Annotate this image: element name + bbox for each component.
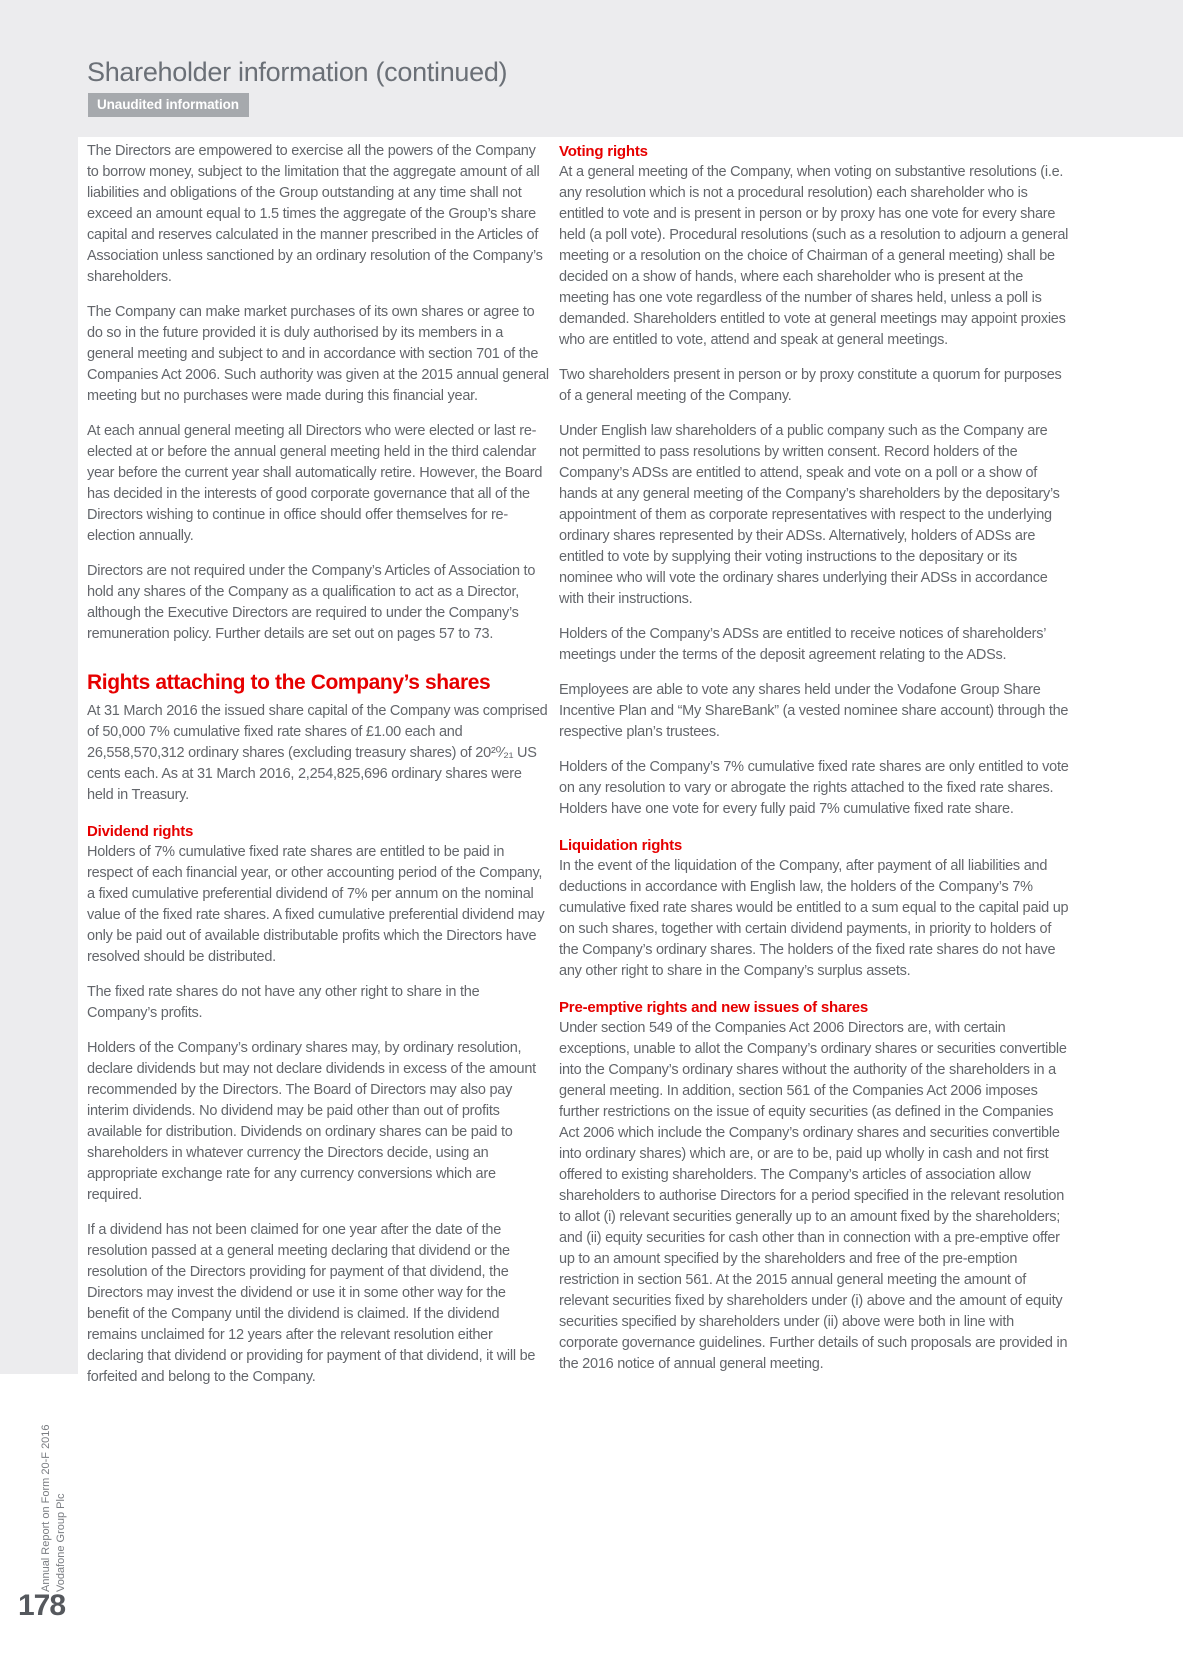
left-gray-band [0, 137, 78, 1374]
paragraph: Holders of the Company’s ordinary shares may, by ordinary resolution, declare dividends but may not declare dividends in excess of the amount recommended by the Directors. The Board of Directors may also pay interim dividends. No dividend may be paid other than out of profits available for distribution. Dividends on ordinary shares can be paid to shareholders in whatever currency the Directors decide, using an appropriate exchange rate for any currency conversions which are required. [87, 1040, 536, 1203]
paragraph: Employees are able to vote any shares held under the Vodafone Group Share Incentive Plan and “My ShareBank” (a vested nominee share account) through the respective plan’s trustees. [559, 682, 1069, 740]
page-title: Shareholder information (continued) [87, 57, 508, 87]
paragraph: At 31 March 2016 the issued share capital of the Company was comprised of 50,000 7% cumulative fixed rate shares of £1.00 each and 26,558,570,312 ordinary shares (excluding treasury shares) of 20²⁰⁄₂₁ US cents each. As at 31 March 2016, 2,254,825,696 ordinary shares were held in Treasury. [87, 703, 548, 803]
paragraph: The Directors are empowered to exercise all the powers of the Company to borrow money, subject to the limitation that the aggregate amount of all liabilities and obligations of the Group outstanding at any time shall not exceed an amount equal to 1.5 times the aggregate of the Group’s share capital and reserves calculated in the manner prescribed in the Articles of Association unless sanctioned by an ordinary resolution of the Company’s shareholders. [87, 143, 543, 285]
left-column [87, 141, 550, 1402]
paragraph: Holders of the Company’s 7% cumulative fixed rate shares are only entitled to vote on any resolution to vary or abrogate the rights attached to the fixed rate shares. Holders have one vote for every fully paid 7% cumulative fixed rate share. [559, 759, 1069, 817]
subsection-heading: Liquidation rights [559, 837, 683, 854]
spine-report-title: Annual Report on Form 20-F 2016 [40, 1424, 52, 1592]
paragraph: Directors are not required under the Company’s Articles of Association to hold any shares of the Company as a qualification to act as a Director, although the Executive Directors are required to under the Company’s remuneration policy. Further details are set out on pages 57 to 73. [87, 563, 536, 642]
paragraph: Holders of 7% cumulative fixed rate shares are entitled to be paid in respect of each financial year, or other accounting period of the Company, a fixed cumulative preferential dividend of 7% per annum on the nominal value of the fixed rate shares. A fixed cumulative preferential dividend may only be paid out of available distributable profits which the Directors have resolved should be distributed. [87, 844, 545, 965]
paragraph: The Company can make market purchases of its own shares or agree to do so in the future provided it is duly authorised by its members in a general meeting and subject to and in accordance with section 701 of the Companies Act 2006. Such authority was given at the 2015 annual general meeting but no purchases were made during this financial year. [87, 304, 549, 404]
paragraph: If a dividend has not been claimed for one year after the date of the resolution passed at a general meeting declaring that dividend or the resolution of the Directors providing for payment of that dividend, the Directors may invest the dividend or use it in some other way for the benefit of the Company until the dividend is claimed. If the dividend remains unclaimed for 12 years after the relevant resolution either declaring that dividend or providing for payment of that dividend, it will be forfeited and belong to the Company. [87, 1222, 536, 1385]
paragraph: The fixed rate shares do not have any other right to share in the Company’s profits. [87, 984, 480, 1021]
spine-text [39, 1362, 68, 1592]
spine-company-name: Vodafone Group Plc [54, 1493, 67, 1592]
unaudited-badge: Unaudited information [88, 93, 249, 117]
subsection-heading: Pre-emptive rights and new issues of shares [559, 999, 869, 1016]
right-column [559, 141, 1069, 1389]
subsection-heading: Dividend rights [87, 823, 194, 840]
paragraph: Under English law shareholders of a public company such as the Company are not permitted to pass resolutions by written consent. Record holders of the Company’s ADSs are entitled to attend, speak and vote on a poll or a show of hands at any general meeting of the Company’s shareholders by the depositary’s appointment of them as corporate representatives with respect to the underlying ordinary shares represented by their ADSs. Alternatively, holders of ADSs are entitled to vote by supplying their voting instructions to the depositary or its nominee who will vote the ordinary shares underlying their ADSs in accordance with their instructions. [559, 423, 1060, 607]
paragraph: At each annual general meeting all Directors who were elected or last re-elected at or before the annual general meeting held in the third calendar year before the current year shall automatically retire. However, the Board has decided in the interests of good corporate governance that all of the Directors wishing to continue in office should offer themselves for re-election annually. [87, 423, 543, 544]
page-number: 178 [18, 1589, 66, 1622]
paragraph: In the event of the liquidation of the Company, after payment of all liabilities and deductions in accordance with English law, the holders of the Company’s 7% cumulative fixed rate shares would be entitled to a sum equal to the capital paid up on such shares, together with certain dividend payments, in priority to holders of the Company’s ordinary shares. The holders of the fixed rate shares do not have any other right to share in the Company’s surplus assets. [559, 858, 1069, 979]
paragraph: Holders of the Company’s ADSs are entitled to receive notices of shareholders’ meetings under the terms of the deposit agreement relating to the ADSs. [559, 626, 1046, 663]
paragraph: Two shareholders present in person or by proxy constitute a quorum for purposes of a general meeting of the Company. [559, 367, 1062, 404]
paragraph: At a general meeting of the Company, when voting on substantive resolutions (i.e. any resolution which is not a procedural resolution) each shareholder who is entitled to vote and is present in person or by proxy has one vote for every share held (a poll vote). Procedural resolutions (such as a resolution to adjourn a general meeting or a resolution on the choice of Chairman of a general meeting) shall be decided on a show of hands, where each shareholder who is present at the meeting has one vote regardless of the number of shares held, unless a poll is demanded. Shareholders entitled to vote at general meetings may appoint proxies who are entitled to vote, attend and speak at general meetings. [559, 164, 1069, 348]
subsection-heading: Voting rights [559, 143, 648, 160]
paragraph: Under section 549 of the Companies Act 2006 Directors are, with certain exceptions, unable to allot the Company’s ordinary shares or securities convertible into the Company’s ordinary shares without the authority of the shareholders in a general meeting. In addition, section 561 of the Companies Act 2006 imposes further restrictions on the issue of equity securities (as defined in the Companies Act 2006 which include the Company’s ordinary shares and securities convertible into ordinary shares) which are, or are to be, paid up wholly in cash and not first offered to existing shareholders. The Company’s articles of association allow shareholders to authorise Directors for a period specified in the relevant resolution to allot (i) relevant securities generally up to an amount fixed by the shareholders; and (ii) equity securities for cash other than in connection with a pre-emptive offer up to an amount specified by the shareholders and free of the pre-emption restriction in section 561. At the 2015 annual general meeting the amount of relevant securities fixed by shareholders under (i) above and the amount of equity securities specified by shareholders under (ii) above were both in line with corporate governance guidelines. Further details of such proposals are provided in the 2016 notice of annual general meeting. [559, 1020, 1068, 1372]
section-heading: Rights attaching to the Company’s shares [87, 671, 491, 694]
